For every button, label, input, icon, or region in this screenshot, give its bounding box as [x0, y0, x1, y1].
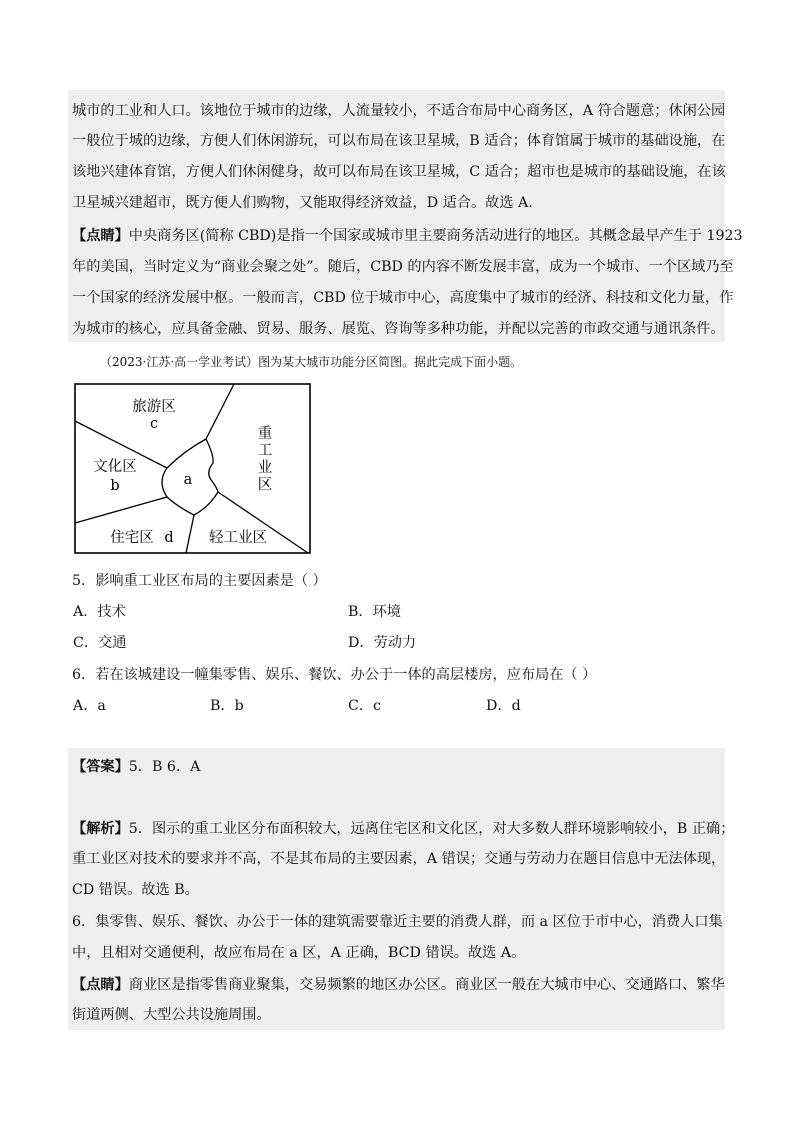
analysis-line: 重工业区对技术的要求并不高，不是其布局的主要因素，A 错误；交通与劳动力在题目信息中无法体现，	[72, 851, 726, 867]
prev-tip-line: 为城市的核心，应具备金融、贸易、服务、展览、咨询等多种功能，并配以完善的市政交通与通讯条件。	[72, 321, 725, 337]
label-heavy-industry-zone: 区	[257, 477, 273, 493]
analysis-line	[72, 819, 735, 839]
label-culture-letter: b	[110, 478, 120, 494]
label-heavy-industry-zone: 重	[257, 426, 273, 442]
map-boundary	[186, 515, 194, 553]
label-culture-zone: 文化区	[93, 459, 137, 475]
label-tourism-letter: c	[149, 416, 159, 432]
question-6-stem: 6．若在该城建设一幢集零售、娱乐、餐饮、办公于一体的高层楼房，应布局在（ ）	[72, 667, 597, 683]
tip-tag: 【点睛】	[72, 977, 129, 993]
question-5-option-a: A．技术	[73, 604, 126, 620]
prev-tip-tag: 【点睛】	[72, 228, 129, 244]
label-residential-letter: d	[164, 530, 174, 546]
analysis-tag: 【解析】	[72, 821, 129, 837]
analysis-text: 5．图示的重工业区分布面积较大，远离住宅区和文化区，对大多数人群环境影响较小，B 正确；	[128, 821, 735, 837]
question-6-option-b: B．b	[210, 698, 244, 714]
label-heavy-industry-zone: 业	[257, 460, 273, 476]
answer-line	[72, 757, 720, 777]
analysis-line: 中，且相对交通便利，故应布局在 a 区，A 正确，BCD 错误。故选 A。	[72, 945, 526, 961]
analysis-line: 6．集零售、娱乐、餐饮、办公于一体的建筑需要靠近主要的消费人群，而 a 区位于市中心，消费人口集	[72, 914, 723, 930]
question-5-stem: 5．影响重工业区布局的主要因素是（ ）	[72, 573, 327, 589]
prev-tip-text: 中央商务区(简称 CBD)是指一个国家或城市里主要商务活动进行的地区。其概念最早产生于 1923	[128, 228, 743, 244]
tip-line	[72, 975, 725, 995]
map-boundary	[206, 384, 234, 439]
question-5-option-c: C．交通	[73, 635, 127, 651]
answer-tag: 【答案】	[72, 759, 129, 775]
question-5-option-b: B．环境	[348, 604, 401, 620]
question-6-option-a: A．a	[73, 698, 106, 714]
question-6-option-d: D．d	[486, 698, 521, 714]
label-center-letter: a	[183, 472, 193, 488]
label-tourism-zone: 旅游区	[132, 399, 176, 415]
label-light-industry-zone: 轻工业区	[209, 530, 267, 546]
prev-analysis-line: 一般位于城的边缘，方便人们休闲游玩，可以布局在该卫星城，B 适合；体育馆属于城市的基础设施，在	[72, 133, 726, 149]
city-zoning-map	[72, 381, 314, 557]
question-6-option-c: C．c	[348, 698, 381, 714]
question-5-option-d: D．劳动力	[348, 635, 417, 651]
label-heavy-industry-zone: 工	[257, 443, 273, 459]
map-boundary	[75, 497, 167, 523]
tip-line: 街道两侧、大型公共设施周围。	[72, 1007, 271, 1023]
analysis-line: CD 错误。故选 B。	[72, 882, 199, 898]
prev-analysis-line: 卫星城兴建超市，既方便人们购物，又能取得经济效益，D 适合。故选 A.	[72, 195, 533, 211]
prev-tip-line: 一个国家的经济发展中枢。一般而言，CBD 位于城市中心，高度集中了城市的经济、科技和文化力量，作	[72, 290, 734, 306]
label-residential-zone: 住宅区	[110, 530, 154, 546]
answer-text: 5．B 6．A	[128, 759, 201, 775]
prev-analysis-line: 该地兴建体育馆，方便人们休闲健身，故可以布局在该卫星城，C 适合；超市也是城市的基础设施，在该	[72, 164, 726, 180]
tip-text: 商业区是指零售商业聚集，交易频繁的地区办公区。商业区一般在大城市中心、交通路口、繁华	[128, 977, 725, 993]
prev-tip-line: 年的美国，当时定义为“商业会聚之处”。随后，CBD 的内容不断发展丰富，成为一个城市、一个区域乃至	[72, 259, 734, 275]
prev-analysis-line: 城市的工业和人口。该地位于城市的边缘，人流量较小，不适合布局中心商务区，A 符合题意；休闲公园	[72, 103, 726, 119]
prev-tip-line	[72, 226, 743, 246]
question-source: （2023·江苏·高一学业考试）图为某大城市功能分区简图。据此完成下面小题。	[100, 355, 523, 369]
